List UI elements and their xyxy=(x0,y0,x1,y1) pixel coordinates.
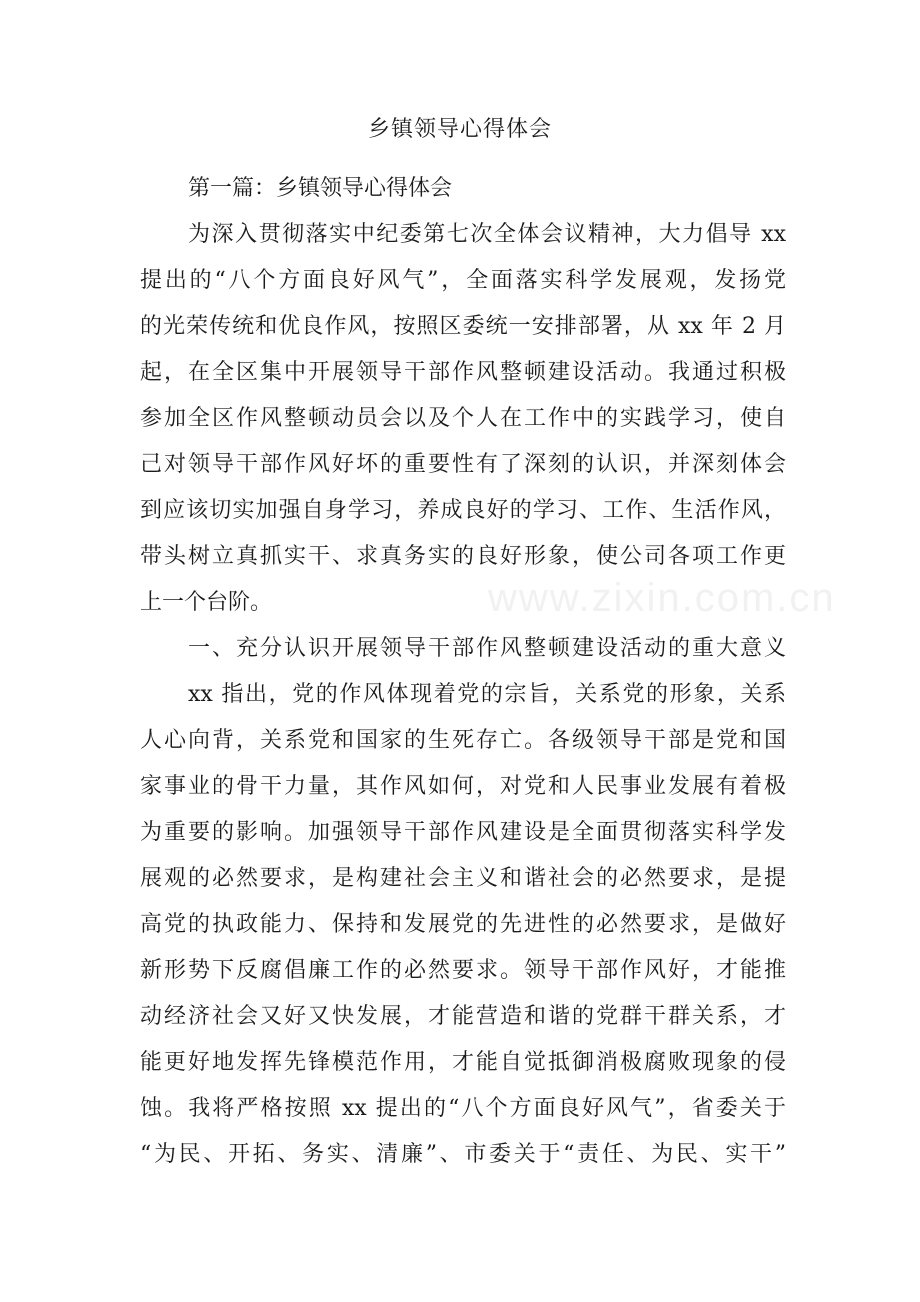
paragraph-line: 展观的必然要求，是构建社会主义和谐社会的必然要求，是提 xyxy=(140,866,786,891)
section-heading: 一、充分认识开展领导干部作风整顿建设活动的重大意义 xyxy=(188,636,786,661)
paragraph-line: 到应该切实加强自身学习，养成良好的学习、工作、生活作风， xyxy=(140,498,786,523)
paragraph-line: 参加全区作风整顿动员会以及个人在工作中的实践学习，使自 xyxy=(140,406,786,431)
paragraph-line: “为民、开拓、务实、清廉”、市委关于“责任、为民、实干” xyxy=(140,1142,786,1167)
document-body xyxy=(140,166,786,1178)
paragraph-line: 为深入贯彻落实中纪委第七次全体会议精神，大力倡导 xx xyxy=(188,222,786,247)
paragraph-line: 提出的“八个方面良好风气”，全面落实科学发展观，发扬党 xyxy=(140,268,786,293)
watermark: www.zixin.com.cn xyxy=(488,576,836,620)
paragraph-line: 蚀。我将严格按照 xx 提出的“八个方面良好风气”，省委关于 xyxy=(140,1096,786,1121)
paragraph-line: 能更好地发挥先锋模范作用，才能自觉抵御消极腐败现象的侵 xyxy=(140,1050,786,1075)
paragraph-line: 动经济社会又好又快发展，才能营造和谐的党群干群关系，才 xyxy=(140,1004,786,1029)
paragraph-line: xx 指出，党的作风体现着党的宗旨，关系党的形象，关系 xyxy=(188,682,786,707)
paragraph-line: 己对领导干部作风好坏的重要性有了深刻的认识，并深刻体会 xyxy=(140,452,786,477)
paragraph-line: 的光荣传统和优良作风，按照区委统一安排部署，从 xx 年 2 月 xyxy=(140,314,786,339)
paragraph-line: 高党的执政能力、保持和发展党的先进性的必然要求，是做好 xyxy=(140,912,786,937)
paragraph-line: 人心向背，关系党和国家的生死存亡。各级领导干部是党和国 xyxy=(140,728,786,753)
paragraph-line: 新形势下反腐倡廉工作的必然要求。领导干部作风好，才能推 xyxy=(140,958,786,983)
paragraph-line: 上一个台阶。 xyxy=(140,590,273,615)
document-title: 乡镇领导心得体会 xyxy=(367,117,552,142)
paragraph-line: 起，在全区集中开展领导干部作风整顿建设活动。我通过积极 xyxy=(140,360,786,385)
paragraph-line: 带头树立真抓实干、求真务实的良好形象，使公司各项工作更 xyxy=(140,544,786,569)
paragraph-line: 家事业的骨干力量，其作风如何，对党和人民事业发展有着极 xyxy=(140,774,786,799)
section-heading: 第一篇：乡镇领导心得体会 xyxy=(188,176,453,201)
paragraph-line: 为重要的影响。加强领导干部作风建设是全面贯彻落实科学发 xyxy=(140,820,786,845)
